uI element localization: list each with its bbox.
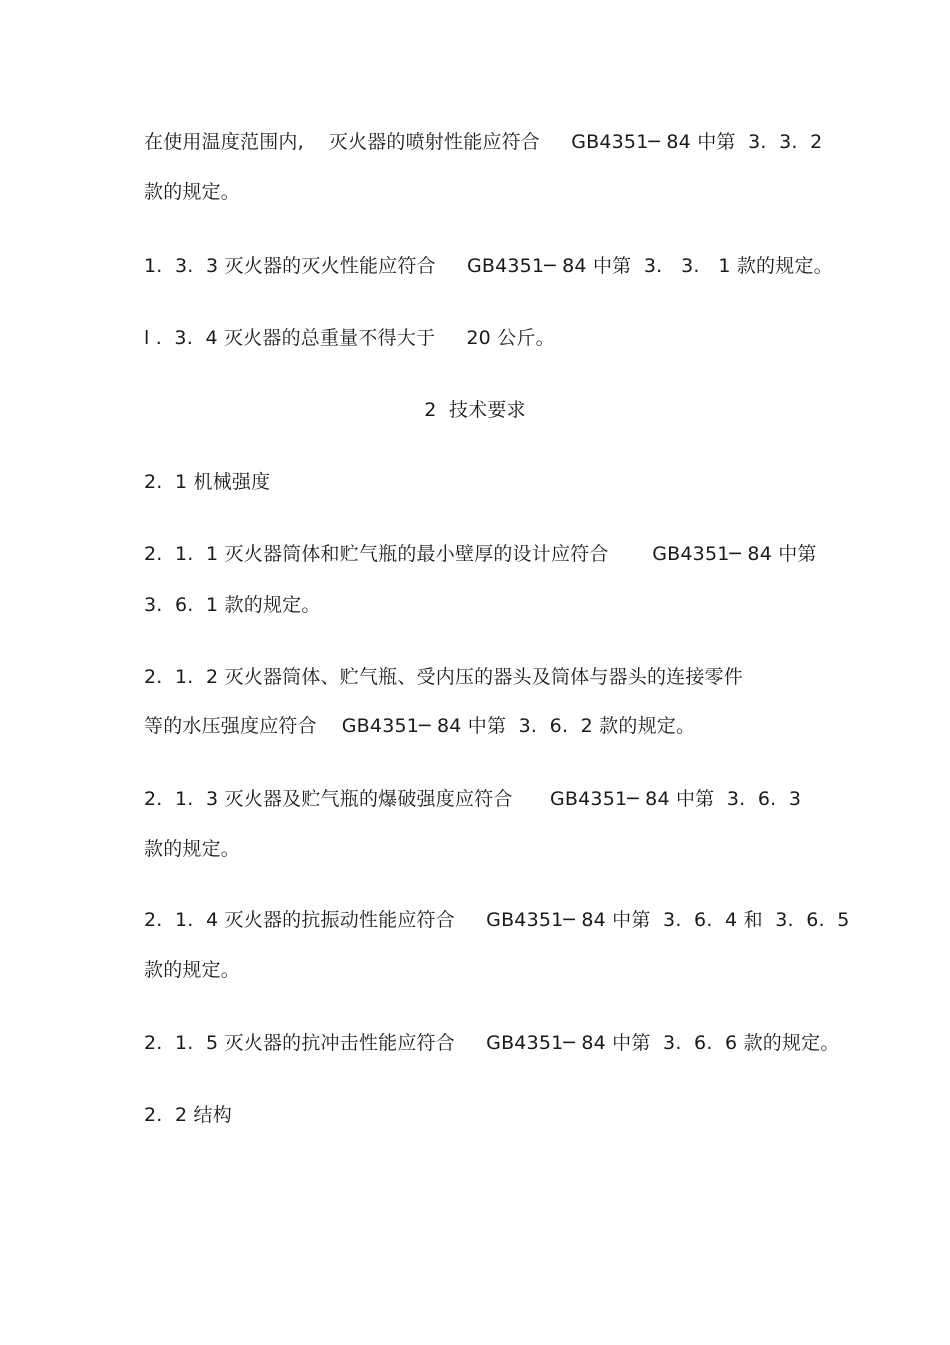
paragraph-line: 2. 1. 5 灭火器的抗冲击性能应符合 GB4351─ 84 中第 3. 6. 6 款的规定。 xyxy=(144,1032,840,1054)
paragraph-line: 2. 1. 4 灭火器的抗振动性能应符合 GB4351─ 84 中第 3. 6. 4 和 3. 6. 5 xyxy=(144,909,850,931)
paragraph-line: 2. 1. 3 灭火器及贮气瓶的爆破强度应符合 GB4351─ 84 中第 3. 6. 3 xyxy=(144,788,802,810)
paragraph-line: 2. 1. 1 灭火器筒体和贮气瓶的最小壁厚的设计应符合 GB4351─ 84 中第 xyxy=(144,543,817,565)
paragraph-line: 在使用温度范围内, 灭火器的喷射性能应符合 GB4351─ 84 中第 3. 3. 2 xyxy=(144,131,823,153)
paragraph-line: 2. 1. 2 灭火器筒体、贮气瓶、受内压的器头及筒体与器头的连接零件 xyxy=(144,666,743,688)
section-heading: 2 技术要求 xyxy=(424,399,526,421)
paragraph-line: l . 3. 4 灭火器的总重量不得大于 20 公斤。 xyxy=(144,327,555,349)
paragraph-line: 等的水压强度应符合 GB4351─ 84 中第 3. 6. 2 款的规定。 xyxy=(144,715,696,737)
subsection-heading: 2. 2 结构 xyxy=(144,1104,232,1126)
paragraph-line: 款的规定。 xyxy=(144,838,241,860)
paragraph-line: 1. 3. 3 灭火器的灭火性能应符合 GB4351─ 84 中第 3. 3. 1 款的规定。 xyxy=(144,255,833,277)
paragraph-line: 款的规定。 xyxy=(144,181,241,203)
paragraph-line: 款的规定。 xyxy=(144,959,241,981)
subsection-heading: 2. 1 机械强度 xyxy=(144,471,271,493)
paragraph-line: 3. 6. 1 款的规定。 xyxy=(144,594,321,616)
